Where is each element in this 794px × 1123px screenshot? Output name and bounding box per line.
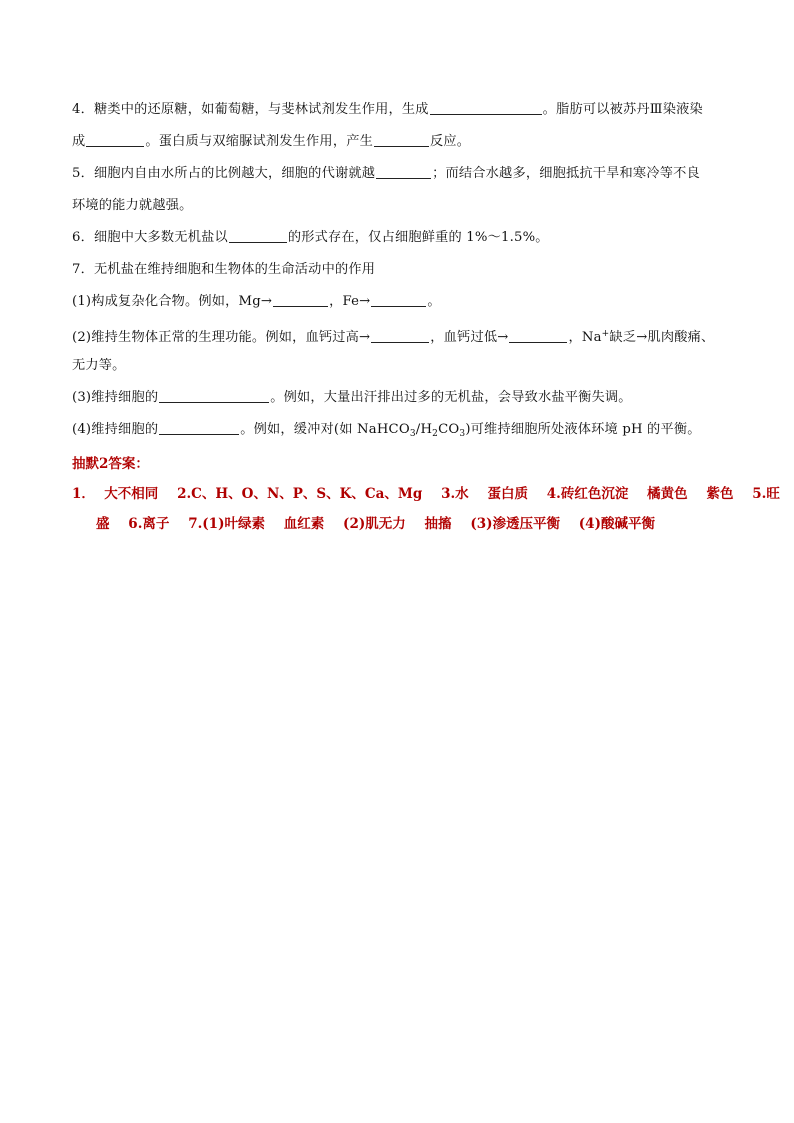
question-7-sub-1: (1)构成复杂化合物。例如，Mg→ ，Fe→ 。 (72, 294, 441, 309)
answer-blank (229, 228, 287, 243)
question-7-sub-3: (3)维持细胞的 。例如，大量出汗排出过多的无机盐，会导致水盐平衡失调。 (72, 390, 632, 405)
answer-blank (509, 328, 567, 343)
question-4-line-1: 4．糖类中的还原糖，如葡萄糖，与斐林试剂发生作用，生成 。脂肪可以被苏丹Ⅲ染液染 (72, 102, 703, 117)
answer-blank (371, 292, 426, 307)
answer-blank (86, 132, 144, 147)
answers-line-2: 盛 6.离子 7.(1)叶绿素 血红素 (2)肌无力 抽搐 (3)渗透压平衡 (4)酸碱平衡 (96, 516, 655, 532)
answer-blank (376, 164, 431, 179)
answer-blank (159, 388, 269, 403)
question-5-line-2: 环境的能力就越强。 (72, 198, 193, 213)
answer-blank (374, 132, 429, 147)
answer-blank (430, 100, 542, 115)
question-4-line-2: 成 。蛋白质与双缩脲试剂发生作用，产生 反应。 (72, 134, 471, 149)
question-6: 6．细胞中大多数无机盐以 的形式存在，仅占细胞鲜重的 1%～1.5%。 (72, 230, 549, 245)
answers-line-1: 1． 大不相同 2.C、H、O、N、P、S、K、Ca、Mg 3.水 蛋白质 4.砖红色沉淀 橘黄色 紫色 5.旺 (72, 486, 780, 502)
question-5-line-1: 5．细胞内自由水所占的比例越大，细胞的代谢就越 ；而结合水越多，细胞抵抗干旱和寒冷等不良 (72, 166, 700, 181)
answers-heading: 抽默2答案： (72, 456, 149, 472)
answer-blank (159, 420, 239, 435)
answer-blank (371, 328, 429, 343)
answer-blank (273, 292, 328, 307)
question-7-sub-4: (4)维持细胞的 。例如，缓冲对(如 $NaHCO_3/H_2CO_3$)可维持细胞所处液体环境 pH 的平衡。 (72, 422, 701, 439)
question-7-title: 7．无机盐在维持细胞和生物体的生命活动中的作用 (72, 262, 376, 277)
question-7-sub-2-line-2: 无力等。 (72, 358, 126, 373)
question-7-sub-2-line-1: (2)维持生物体正常的生理功能。例如，血钙过高→ ，血钙过低→ ，Na+缺乏→肌肉酸痛、 (72, 329, 715, 345)
